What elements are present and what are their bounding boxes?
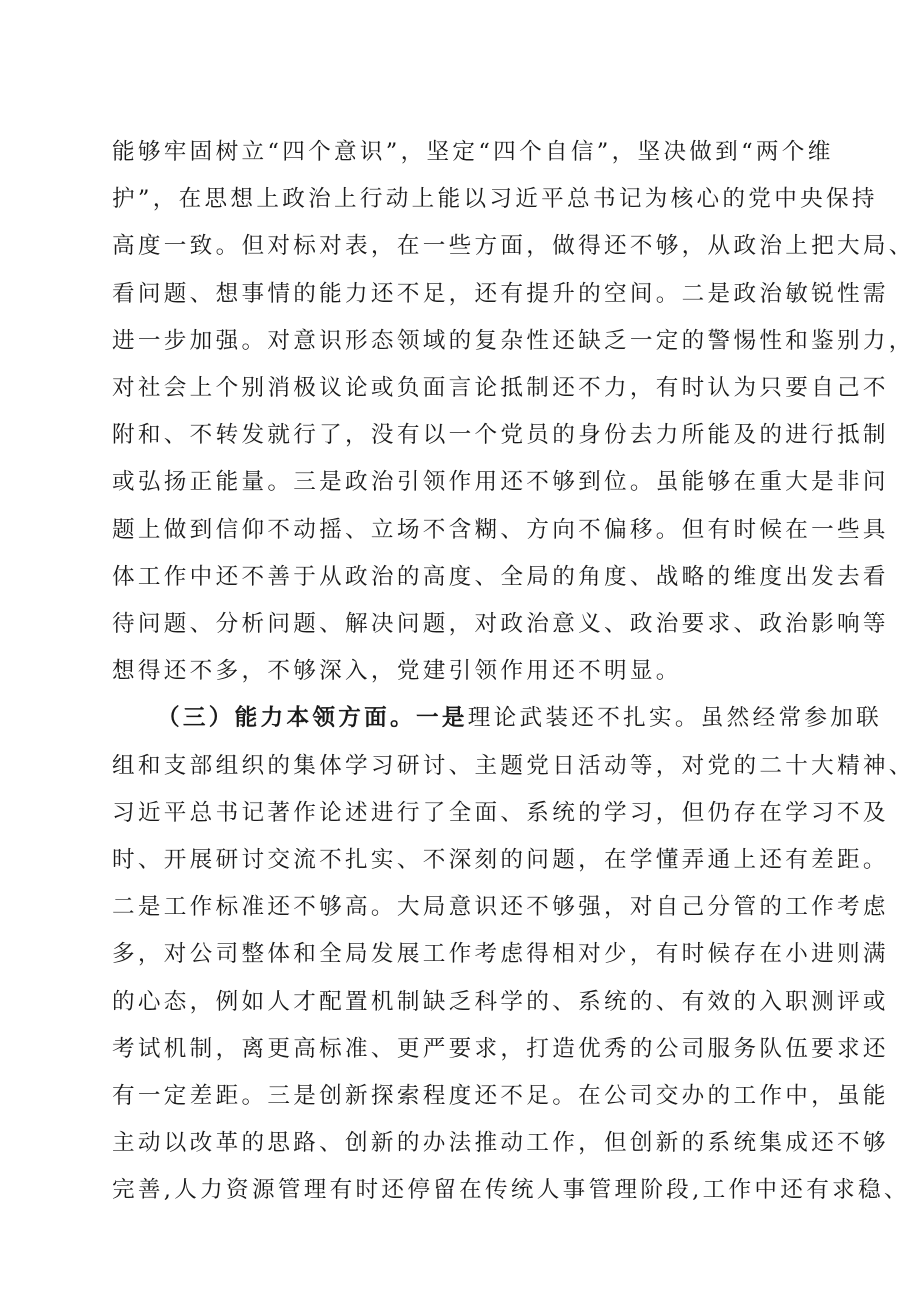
body-line: 体工作中还不善于从政治的高度、全局的角度、战略的维度出发去看 [112, 564, 889, 590]
body-line: 对社会上个别消极议论或负面言论抵制还不力，有时认为只要自己不 [112, 375, 889, 401]
body-line: 能够牢固树立“四个意识”，坚定“四个自信”，坚决做到“两个维 [112, 139, 834, 165]
body-line: 主动以改革的思路、创新的办法推动工作，但创新的系统集成还不够 [112, 1130, 889, 1156]
body-line: 进一步加强。对意识形态领域的复杂性还缺乏一定的警惕性和鉴别力， [112, 328, 915, 354]
body-line: 题上做到信仰不动摇、立场不含糊、方向不偏移。但有时候在一些具 [112, 517, 889, 543]
body-line: 组和支部组织的集体学习研讨、主题党日活动等，对党的二十大精神、 [112, 753, 915, 779]
body-line: 高度一致。但对标对表，在一些方面，做得还不够，从政治上把大局、 [112, 233, 915, 259]
body-line: 护”，在思想上政治上行动上能以习近平总书记为核心的党中央保持 [112, 186, 878, 212]
section-3-first-line-text: 理论武装还不扎实。虽然经常参加联 [467, 705, 883, 731]
body-line: 的心态，例如人才配置机制缺乏科学的、系统的、有效的入职测评或 [112, 989, 889, 1015]
body-line: 有一定差距。三是创新探索程度还不足。在公司交办的工作中，虽能 [112, 1083, 889, 1109]
body-line: 完善,人力资源管理有时还停留在传统人事管理阶段,工作中还有求稳、 [112, 1177, 910, 1203]
section-3-first-line [157, 702, 883, 734]
body-line: 想得还不多，不够深入，党建引领作用还不明显。 [112, 658, 682, 684]
body-line: 习近平总书记著作论述进行了全面、系统的学习，但仍存在学习不及 [112, 800, 889, 826]
body-line: 时、开展研讨交流不扎实、不深刻的问题，在学懂弄通上还有差距。 [112, 847, 889, 873]
section-3-lead: 一是 [415, 705, 468, 731]
body-line: 看问题、想事情的能力还不足，还有提升的空间。二是政治敏锐性需 [112, 281, 889, 307]
body-line: 附和、不转发就行了，没有以一个党员的身份去力所能及的进行抵制 [112, 422, 889, 448]
body-line: 考试机制，离更高标准、更严要求，打造优秀的公司服务队伍要求还 [112, 1036, 889, 1062]
body-line: 或弘扬正能量。三是政治引领作用还不够到位。虽能够在重大是非问 [112, 469, 889, 495]
body-line: 二是工作标准还不够高。大局意识还不够强，对自己分管的工作考虑 [112, 894, 889, 920]
section-3-heading: （三）能力本领方面。 [157, 705, 416, 731]
body-line: 待问题、分析问题、解决问题，对政治意义、政治要求、政治影响等 [112, 611, 889, 637]
body-line: 多，对公司整体和全局发展工作考虑得相对少，有时候存在小进则满 [112, 941, 889, 967]
